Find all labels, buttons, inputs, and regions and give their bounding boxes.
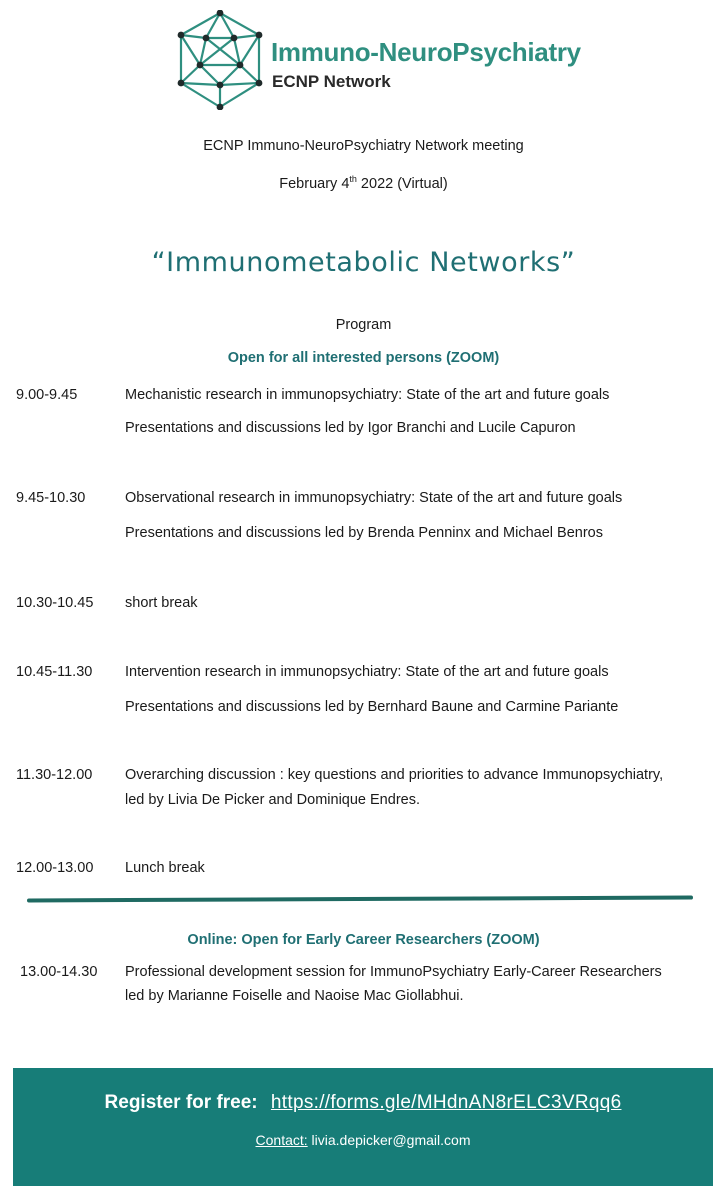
meeting-theme: “Immunometabolic Networks”	[151, 247, 576, 278]
register-link[interactable]: https://forms.gle/MHdnAN8rELC3VRqq6	[270, 1092, 622, 1113]
open-all-heading: Open for all interested persons (ZOOM)	[227, 350, 500, 366]
session-title: Intervention research in immunopsychiatry: State of the art and future goals	[125, 664, 609, 680]
date-suffix: 2022 (Virtual)	[356, 176, 448, 192]
section-divider	[27, 896, 693, 903]
meeting-title: ECNP Immuno-NeuroPsychiatry Network meeting	[203, 138, 524, 154]
session-leaders: Presentations and discussions led by Bernhard Baune and Carmine Pariante	[125, 699, 619, 715]
logo-title: Immuno-NeuroPsychiatry	[271, 37, 581, 67]
session-time: 9.45-10.30	[16, 490, 86, 506]
session-leaders: led by Livia De Picker and Dominique Endres.	[125, 792, 420, 808]
date-prefix: February 4	[279, 176, 350, 192]
session-leaders: Presentations and discussions led by Brenda Penninx and Michael Benros	[125, 525, 603, 541]
meeting-date	[0, 174, 727, 192]
session-title: Overarching discussion : key questions and priorities to advance Immunopsychiatry,	[125, 767, 664, 783]
session-time: 11.30-12.00	[16, 767, 93, 783]
session-time: 9.00-9.45	[16, 387, 78, 403]
contact-email[interactable]: livia.depicker@gmail.com	[311, 1132, 471, 1148]
session-title: Lunch break	[125, 860, 205, 876]
network-graph-icon	[174, 10, 266, 110]
session-time: 12.00-13.00	[16, 860, 94, 876]
contact-label: Contact:	[255, 1132, 308, 1148]
register-label: Register for free:	[104, 1092, 258, 1113]
session-time: 13.00-14.30	[20, 964, 98, 980]
session-title: short break	[125, 595, 198, 611]
ecr-heading: Online: Open for Early Career Researchers (ZOOM)	[187, 932, 540, 948]
session-title: Observational research in immunopsychiatry: State of the art and future goals	[125, 490, 623, 506]
contact-line	[13, 1132, 713, 1148]
session-leaders: Presentations and discussions led by Igor Branchi and Lucile Capuron	[125, 420, 576, 436]
logo-subtitle: ECNP Network	[272, 72, 391, 91]
session-time: 10.45-11.30	[16, 664, 93, 680]
session-time: 10.30-10.45	[16, 595, 94, 611]
register-line	[13, 1092, 713, 1114]
session-title: Mechanistic research in immunopsychiatry: State of the art and future goals	[125, 387, 610, 403]
session-title: Professional development session for ImmunoPsychiatry Early-Career Researchers	[125, 964, 662, 980]
registration-banner	[13, 1068, 713, 1186]
network-logo	[174, 10, 581, 110]
program-title: Program	[335, 317, 392, 333]
date-superscript: th	[349, 174, 357, 184]
session-leaders: led by Marianne Foiselle and Naoise Mac Giollabhui.	[125, 988, 464, 1004]
